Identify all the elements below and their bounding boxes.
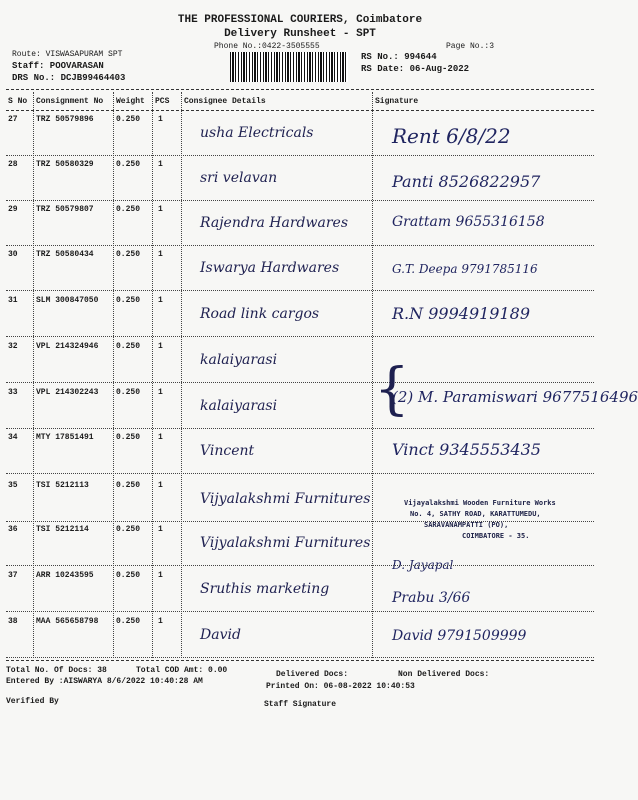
staff-signature: Staff Signature	[264, 700, 337, 709]
row-separator	[6, 611, 594, 612]
staff: Staff: POOVARASAN	[12, 61, 104, 71]
row-consignee: kalaiyarasi	[200, 352, 278, 368]
col-divider	[33, 92, 34, 658]
row-separator	[6, 200, 594, 201]
footer-rule	[6, 660, 594, 661]
page-number: Page No.:3	[446, 42, 495, 51]
row-sno: 33	[8, 388, 18, 397]
row-sno: 36	[8, 525, 18, 534]
row-consignment: ARR 10243595	[36, 571, 94, 580]
row-pcs: 1	[158, 525, 163, 534]
row-consignee: Vijyalakshmi Furnitures	[200, 491, 371, 507]
rs-date: RS Date: 06-Aug-2022	[361, 64, 470, 74]
row-consignee: Vincent	[200, 443, 255, 459]
row-separator	[6, 473, 594, 474]
row-pcs: 1	[158, 481, 163, 490]
row-weight: 0.250	[116, 481, 141, 490]
row-weight: 0.250	[116, 160, 141, 169]
row-signature: Rent 6/8/22	[392, 124, 511, 148]
row-weight: 0.250	[116, 205, 141, 214]
row-weight: 0.250	[116, 342, 141, 351]
row-consignment: SLM 300847050	[36, 296, 99, 305]
row-separator	[6, 155, 594, 156]
row-consignment: TRZ 50580329	[36, 160, 94, 169]
col-divider	[113, 92, 114, 658]
row-sno: 38	[8, 617, 18, 626]
col-sno: S No	[8, 97, 28, 106]
row-pcs: 1	[158, 433, 163, 442]
col-consignment: Consignment No	[36, 97, 104, 106]
row-pcs: 1	[158, 296, 163, 305]
total-docs: Total No. Of Docs: 38	[6, 666, 107, 675]
printed-on: Printed On: 06-08-2022 10:40:53	[266, 682, 415, 691]
col-weight: Weight	[116, 97, 145, 106]
row-pcs: 1	[158, 115, 163, 124]
phone-number: Phone No.:0422-3505555	[214, 42, 320, 51]
row-separator	[6, 565, 594, 566]
row-weight: 0.250	[116, 388, 141, 397]
row-weight: 0.250	[116, 296, 141, 305]
col-divider	[181, 92, 182, 658]
row-separator	[6, 290, 594, 291]
row-consignee: David	[200, 627, 241, 643]
row-pcs: 1	[158, 388, 163, 397]
row-consignment: TSI 5212114	[36, 525, 89, 534]
verified-by: Verified By	[6, 697, 59, 706]
row-signature: David 9791509999	[392, 628, 527, 644]
row-sno: 34	[8, 433, 18, 442]
stamp-line: Vijayalakshmi Wooden Furniture Works	[404, 499, 556, 507]
row-consignee: Sruthis marketing	[200, 581, 330, 597]
row-weight: 0.250	[116, 115, 141, 124]
row-separator	[6, 336, 594, 337]
row-sno: 30	[8, 250, 18, 259]
row-sno: 37	[8, 571, 18, 580]
row-consignment: MAA 565658798	[36, 617, 99, 626]
col-signature: Signature	[375, 97, 419, 106]
row-weight: 0.250	[116, 525, 141, 534]
row-signature: G.T. Deepa 9791785116	[392, 262, 538, 276]
row-consignment: TSI 5212113	[36, 481, 89, 490]
entered-by: Entered By :AISWARYA 8/6/2022 10:40:28 AM	[6, 677, 203, 686]
stamp-line: No. 4, SATHY ROAD, KARATTUMEDU,	[410, 510, 541, 518]
row-consignment: TRZ 50580434	[36, 250, 94, 259]
row-signature: R.N 9994919189	[392, 304, 531, 323]
row-sno: 27	[8, 115, 18, 124]
company-stamp	[404, 498, 594, 542]
row-consignment: TRZ 50579807	[36, 205, 94, 214]
row-consignee: Iswarya Hardwares	[200, 260, 340, 276]
row-consignee: kalaiyarasi	[200, 398, 278, 414]
delivered-docs: Delivered Docs:	[276, 670, 349, 679]
non-delivered-docs: Non Delivered Docs:	[398, 670, 490, 679]
row-pcs: 1	[158, 342, 163, 351]
row-sno: 32	[8, 342, 18, 351]
row-consignment: TRZ 50579896	[36, 115, 94, 124]
row-sno: 35	[8, 481, 18, 490]
row-signature: D. Jayapal	[392, 558, 454, 572]
row-consignee: Road link cargos	[200, 306, 320, 322]
table-top-rule	[6, 89, 594, 90]
drs-number: DRS No.: DCJB99464403	[12, 73, 126, 83]
row-signature: Panti 8526822957	[392, 172, 541, 191]
row-consignee: Vijyalakshmi Furnitures	[200, 535, 371, 551]
row-pcs: 1	[158, 250, 163, 259]
header-bottom-rule	[6, 110, 594, 111]
rs-number: RS No.: 994644	[361, 52, 437, 62]
route: Route: VISWASAPURAM SPT	[12, 50, 123, 59]
row-pcs: 1	[158, 617, 163, 626]
row-consignee: Rajendra Hardwares	[200, 215, 349, 231]
total-cod: Total COD Amt: 0.00	[136, 666, 228, 675]
row-separator	[6, 382, 594, 383]
row-weight: 0.250	[116, 571, 141, 580]
row-consignee: usha Electricals	[200, 125, 314, 141]
row-weight: 0.250	[116, 250, 141, 259]
brace-mark: {	[374, 357, 410, 422]
col-consignee: Consignee Details	[184, 97, 266, 106]
barcode	[230, 52, 348, 82]
row-signature: Vinct 9345553435	[392, 440, 541, 459]
stamp-line: SARAVANAMPATTI (PO),	[424, 521, 509, 529]
row-sno: 31	[8, 296, 18, 305]
row-consignment: VPL 214324946	[36, 342, 99, 351]
company-name: THE PROFESSIONAL COURIERS, Coimbatore	[177, 14, 423, 26]
row-signature: Grattam 9655316158	[392, 214, 545, 230]
row-separator	[6, 245, 594, 246]
row-signature: Prabu 3/66	[392, 590, 471, 606]
row-signature: (2) M. Paramiswari 9677516496	[392, 388, 638, 406]
row-consignment: MTY 17851491	[36, 433, 94, 442]
row-separator	[6, 657, 594, 658]
row-sno: 29	[8, 205, 18, 214]
row-pcs: 1	[158, 571, 163, 580]
row-weight: 0.250	[116, 617, 141, 626]
row-consignment: VPL 214302243	[36, 388, 99, 397]
row-consignee: sri velavan	[200, 170, 278, 186]
row-pcs: 1	[158, 160, 163, 169]
col-divider	[372, 92, 373, 658]
row-weight: 0.250	[116, 433, 141, 442]
stamp-line: COIMBATORE - 35.	[462, 532, 530, 540]
runsheet-title: Delivery Runsheet - SPT	[224, 28, 376, 40]
col-divider	[152, 92, 153, 658]
row-sno: 28	[8, 160, 18, 169]
row-pcs: 1	[158, 205, 163, 214]
col-pcs: PCS	[155, 97, 170, 106]
row-separator	[6, 428, 594, 429]
